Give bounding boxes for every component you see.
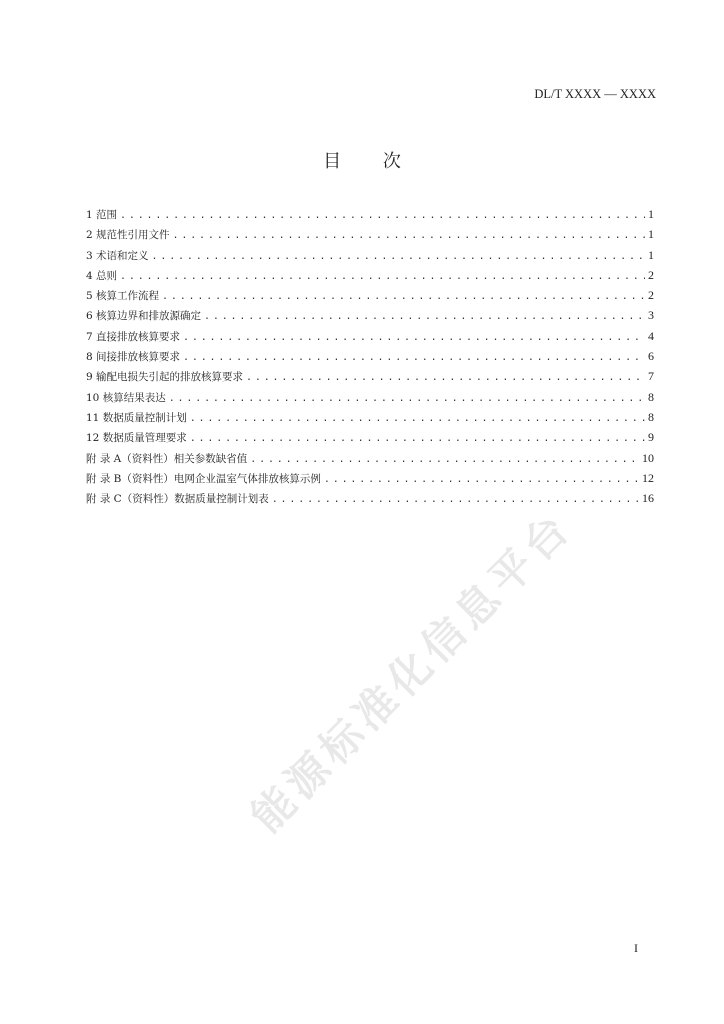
toc-leader-dots [183,352,645,363]
toc-leader-dots [173,230,645,241]
toc-entry-label: 10 核算结果表达 [86,391,166,404]
toc-entry-label: 附 录 A（资料性）相关参数缺省值 [86,452,248,465]
toc-entry-appendix-a[interactable] [86,451,654,471]
toc-leader-dots [152,251,645,262]
toc-entry-8[interactable] [86,349,654,369]
toc-entry-page: 1 [648,207,654,221]
toc-entry-page: 10 [642,450,654,465]
toc-list [86,207,654,511]
toc-entry-6[interactable] [86,308,654,328]
toc-title: 目 次 [323,151,419,172]
toc-entry-label: 8 间接排放核算要求 [86,351,181,364]
toc-entry-appendix-c[interactable] [86,491,654,511]
toc-entry-page: 3 [648,308,654,323]
toc-entry-10[interactable] [86,390,654,410]
toc-leader-dots [246,372,645,383]
toc-entry-5[interactable] [86,288,654,308]
watermark: 能源标准化信息平台 [241,501,582,842]
toc-leader-dots [120,210,645,221]
toc-entry-page: 1 [648,227,654,242]
toc-entry-label: 6 核算边界和排放源确定 [86,310,202,323]
toc-entry-label: 12 数据质量管理要求 [86,432,187,445]
toc-entry-page: 8 [648,389,654,404]
toc-leader-dots [190,413,645,424]
toc-entry-2[interactable] [86,227,654,247]
toc-leader-dots [250,454,639,465]
toc-entry-page: 16 [642,491,654,506]
toc-entry-4[interactable] [86,268,654,288]
toc-entry-page: 2 [648,267,654,282]
toc-entry-page: 4 [648,328,654,343]
toc-entry-label: 7 直接排放核算要求 [86,330,181,343]
toc-entry-page: 1 [648,247,654,262]
toc-entry-label: 3 术语和定义 [86,249,149,262]
toc-leader-dots [183,332,645,343]
toc-entry-11[interactable] [86,410,654,430]
toc-entry-page: 8 [648,409,654,424]
toc-entry-12[interactable] [86,430,654,450]
toc-leader-dots [204,311,645,322]
document-code: DL/T XXXX — XXXX [534,87,656,101]
toc-entry-7[interactable] [86,329,654,349]
toc-entry-page: 7 [648,369,654,384]
toc-entry-label: 11 数据质量控制计划 [86,411,187,424]
toc-leader-dots [190,433,645,444]
toc-leader-dots [324,474,639,485]
toc-entry-9[interactable] [86,369,654,389]
toc-entry-label: 4 总则 [86,269,118,282]
toc-entry-page: 6 [648,349,654,364]
toc-entry-label: 附 录 B（资料性）电网企业温室气体排放核算示例 [86,472,321,485]
toc-entry-page: 2 [648,288,654,303]
toc-entry-label: 5 核算工作流程 [86,290,160,303]
toc-leader-dots [169,393,645,404]
toc-leader-dots [162,291,645,302]
toc-entry-appendix-b[interactable] [86,471,654,491]
toc-leader-dots [120,271,645,282]
toc-entry-label: 9 输配电损失引起的排放核算要求 [86,371,244,384]
toc-entry-label: 2 规范性引用文件 [86,229,170,242]
toc-leader-dots [272,494,639,505]
page-number: I [634,941,638,955]
toc-entry-page: 12 [642,470,654,485]
toc-entry-1[interactable] [86,207,654,227]
toc-entry-label: 1 范围 [86,209,118,221]
toc-entry-page: 9 [648,430,654,445]
toc-entry-3[interactable] [86,248,654,268]
toc-entry-label: 附 录 C（资料性）数据质量控制计划表 [86,493,269,506]
